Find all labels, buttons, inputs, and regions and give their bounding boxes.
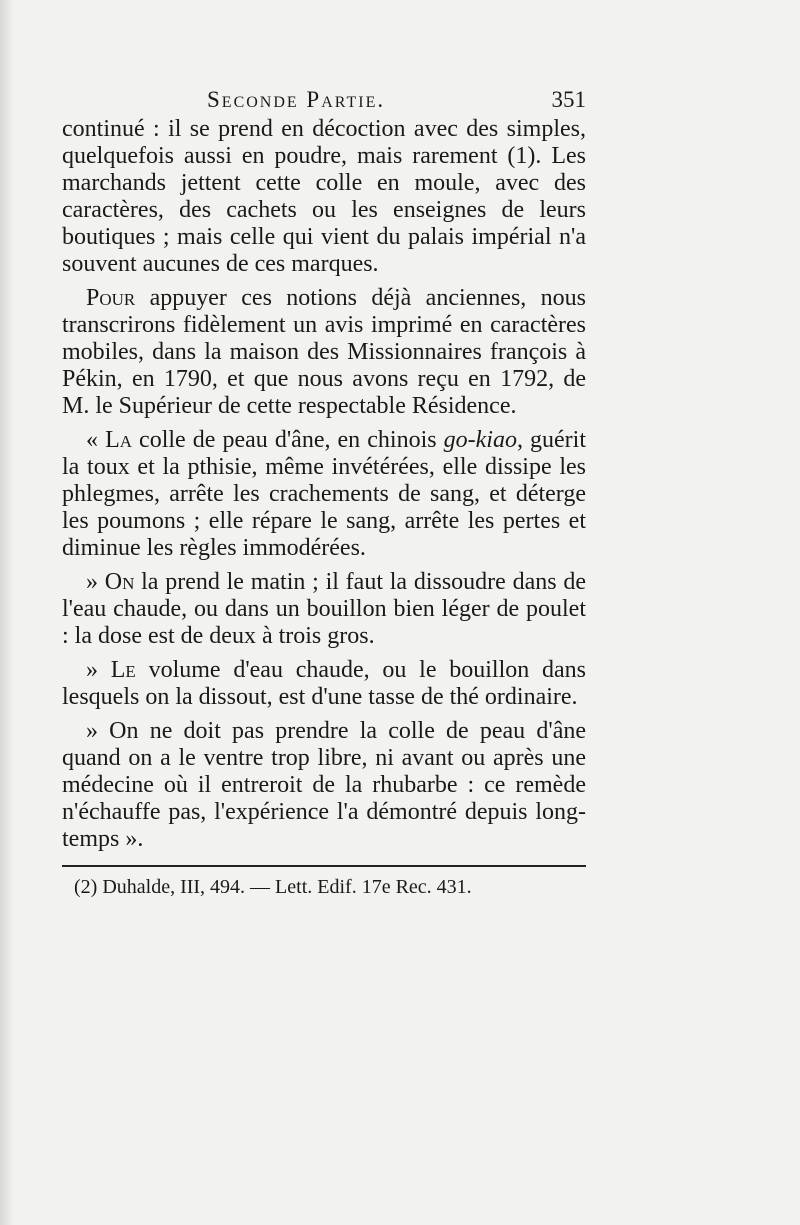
running-head xyxy=(62,82,586,116)
quote-mark: » xyxy=(86,569,105,595)
page-text-block xyxy=(62,82,586,899)
paragraph-quote-dose xyxy=(62,569,586,650)
page-edge-shadow xyxy=(0,0,14,1225)
paragraph-text: , guérit la toux et la pthisie, même invétérées, elle dissipe les phlegmes, arrête les crachements de sang, et déterge les poumons ; elle répare le sang, arrête les pertes et diminue les règles immodérées. xyxy=(62,427,586,561)
footnote: (2) Duhalde, III, 494. — Lett. Edif. 17e Rec. 431. xyxy=(74,876,472,898)
paragraph-text: appuyer ces notions déjà anciennes, nous transcrirons fidèlement un avis imprimé en caractères mobiles, dans la maison des Missionnaires françois à Pékin, en 1790, et que nous avons reçu en 1792, de M. le Supérieur de cette respectable Résidence. xyxy=(62,285,586,419)
footnote-rule xyxy=(62,865,586,867)
paragraph-text: » On ne doit pas prendre la colle de peau d'âne quand on a le ventre trop libre, ni avant ou après une médecine où il entreroit de la rhubarbe : ce remède n'échauffe pas, l'expérience l'a démontré depuis long-temps ». xyxy=(62,718,586,852)
paragraph-lead-word: Le xyxy=(110,657,136,683)
page-number: 351 xyxy=(551,87,586,112)
chinese-term: go-kiao xyxy=(443,427,517,453)
paragraph-quote-caution xyxy=(62,718,586,853)
quote-mark: « xyxy=(86,427,106,453)
paragraph-quote-volume xyxy=(62,657,586,711)
running-title: Seconde Partie. xyxy=(207,87,386,112)
quote-mark: » xyxy=(86,657,111,683)
paragraph-text: colle de peau d'âne, en chinois xyxy=(132,427,444,453)
paragraph-lead-word: Pour xyxy=(86,285,136,311)
paragraph-text: continué : il se prend en décoction avec des simples, quelquefois aussi en poudre, mais rarement (1). Les marchands jettent cette colle en moule, avec des caractères, des cachets ou les enseignes de leurs boutiques ; mais celle qui vient du palais impérial n'a souvent aucunes de ces marques. xyxy=(62,116,586,277)
paragraph-notions xyxy=(62,285,586,420)
paragraph-lead-word: On xyxy=(104,569,135,595)
paragraph-continuation xyxy=(62,116,586,278)
paragraph-lead-word: La xyxy=(105,427,132,453)
paragraph-text: volume d'eau chaude, ou le bouillon dans lesquels on la dissout, est d'une tasse de thé ordinaire. xyxy=(62,657,587,710)
paragraph-text: la prend le matin ; il faut la dissoudre dans de l'eau chaude, ou dans un bouillon bien léger de poulet : la dose est de deux à trois gros. xyxy=(62,569,586,649)
paragraph-quote-colle xyxy=(62,427,586,562)
